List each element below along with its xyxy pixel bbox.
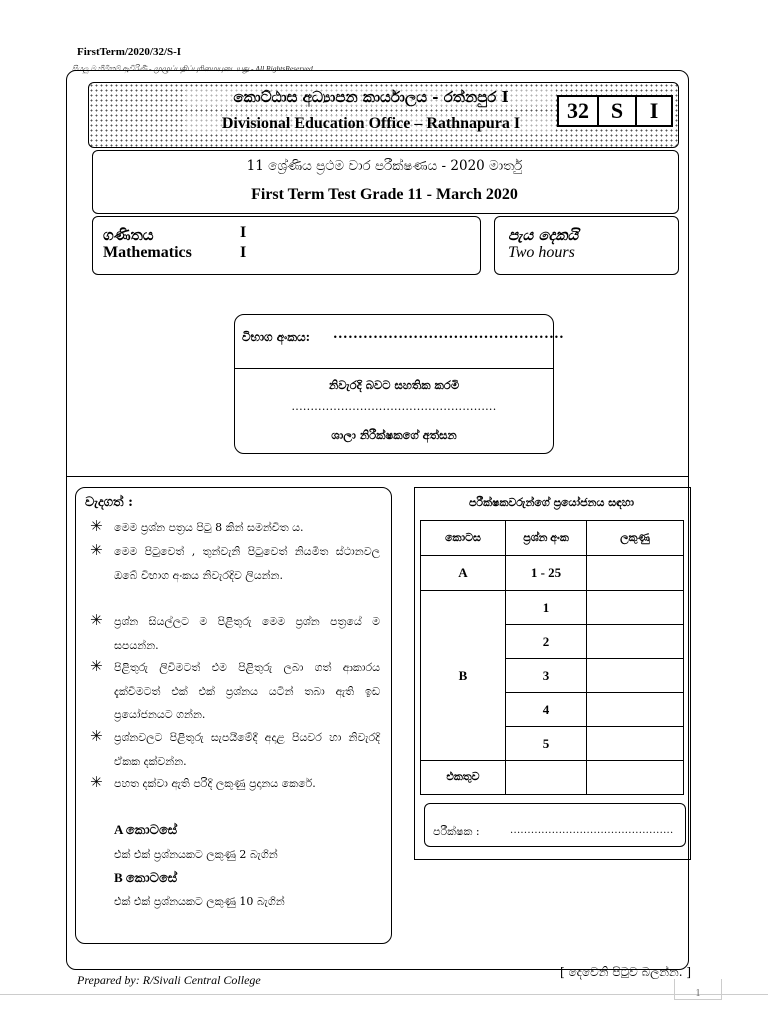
instruction-item: ✳ මෙම පිටුවෙත් , තුන්වැනි පිටුවෙත් නියමිත ස්ථානවල ඔබේ විභාග අංකය නිවැරදිව ලියන්න. [90,541,380,582]
see-back-note: [ දෙවෙනි පිටුව බලන්න. ] [560,965,692,979]
marks-cell[interactable] [587,591,684,625]
paper-number-sinhala: I [240,224,247,241]
total-marks-cell[interactable] [587,761,684,795]
office-name-sinhala: කොට්ඨාස අධ්‍යාපන කාර්යාලය - රත්නපුර I [186,88,556,106]
table-row [421,556,684,591]
subject-number-box: 32 [557,95,599,127]
index-divider [234,368,554,369]
table-row [421,591,684,625]
instructions-title: වැදගත් : [85,495,133,510]
instruction-item: ✳ ප්‍රශ්නවලට පිළිතුරු සැපයීමේදී අදාළ පියවර හා නිවැරදි ඒකක දක්වන්න. [90,727,380,768]
prepared-by: Prepared by: R/Sivali Central College [77,973,261,987]
marks-table [420,520,684,795]
total-label-cell: එකතුව [421,761,506,795]
star-bullet-icon: ✳ [90,541,103,559]
star-bullet-icon: ✳ [90,611,103,629]
question-cell: 1 [506,591,587,625]
instruction-item: ✳ මෙම ප්‍රශ්න පත්‍රය පිටු 8 කින් සමන්විත ය. [90,516,380,540]
marks-cell[interactable] [587,625,684,659]
marks-cell[interactable] [587,556,684,591]
subject-name-sinhala: ගණිතය [103,226,154,244]
footer-divider [0,994,768,995]
duration-english: Two hours [508,244,575,261]
page-number: 1 [674,979,722,1000]
section-a-heading: A කොටසේ [114,822,178,837]
question-cell: 3 [506,659,587,693]
supervisor-signature-field[interactable]: ...................................................... [291,400,497,413]
supervisor-signature-label: ශාලා නිරීක්ෂකගේ අත්සන [331,428,457,442]
column-header-section: කොටස [421,521,506,556]
section-b-heading: B කොටසේ [114,870,178,885]
examiner-signature-field[interactable]: ............................................... [510,825,674,836]
section-divider [66,476,688,477]
marks-cell[interactable] [587,659,684,693]
table-row-total [421,761,684,795]
subject-name-english: Mathematics [103,244,192,261]
star-bullet-icon: ✳ [90,657,103,675]
exam-title-sinhala: 11 ශ්‍රේණිය ප්‍රථම වාර පරීක්ෂණය - 2020 මාර්තු [246,158,523,174]
column-header-question: ප්‍රශ්න අංක [506,521,587,556]
section-b-marks: එක් එක් ප්‍රශ්නයකට ලකුණු 10 බැගින් [114,895,285,908]
question-cell: 5 [506,727,587,761]
section-b-cell: B [421,591,506,761]
marks-cell[interactable] [587,693,684,727]
section-a-marks: එක් එක් ප්‍රශ්නයකට ලකුණු 2 බැගින් [114,848,278,861]
paper-number-box: I [637,95,673,127]
rights-reserved: සියලු ම හිමිකම් ඇවිරිණි - முழுப்பதிப்புரிமையுடையது - All RightsReserved [72,64,313,73]
instruction-item: ✳ ප්‍රශ්න සියල්ලට ම පිළිතුරු මෙම ප්‍රශ්න පත්‍රයේ ම සපයන්න. [90,611,380,652]
column-header-marks: ලකුණු [587,521,684,556]
paper-number-english: I [240,244,247,261]
examiners-title: පරීක්ෂකවරුන්ගේ ප්‍රයෝජනය සඳහා [468,496,634,509]
duration-sinhala: පැය දෙකයි [508,226,579,244]
medium-box: S [599,95,637,127]
table-header-row [421,521,684,556]
index-number-label: විභාග අංකය: [242,330,311,344]
star-bullet-icon: ✳ [90,727,103,745]
section-a-cell: A [421,556,506,591]
instruction-item: ✳ පහත දක්වා ඇති පරිදි ලකුණු ප්‍රදානය කෙරේ. [90,772,380,796]
paper-code-header: FirstTerm/2020/32/S-I [77,46,182,58]
empty-cell [506,761,587,795]
marks-cell[interactable] [587,727,684,761]
index-number-field[interactable]: .............................................. [333,327,565,342]
office-name-english: Divisional Education Office – Rathnapura I [186,115,556,133]
star-bullet-icon: ✳ [90,517,103,535]
question-cell: 2 [506,625,587,659]
question-cell: 4 [506,693,587,727]
instruction-item: ✳ පිළිතුරු ලිවීමටත් එම පිළිතුරු ලබා ගත් ආකාරය දැක්වීමටත් එක් එක් ප්‍රශ්නය යටින් තබා ඇති ඉඩ ප්‍රයෝජනයට ගන්න. [90,657,380,721]
exam-title-english: First Term Test Grade 11 - March 2020 [251,186,518,203]
examiner-label: පරීක්ෂක : [433,825,480,838]
certify-text: නිවැරදි බවට සහතික කරමි [328,378,460,392]
section-a-range-cell: 1 - 25 [506,556,587,591]
star-bullet-icon: ✳ [90,773,103,791]
